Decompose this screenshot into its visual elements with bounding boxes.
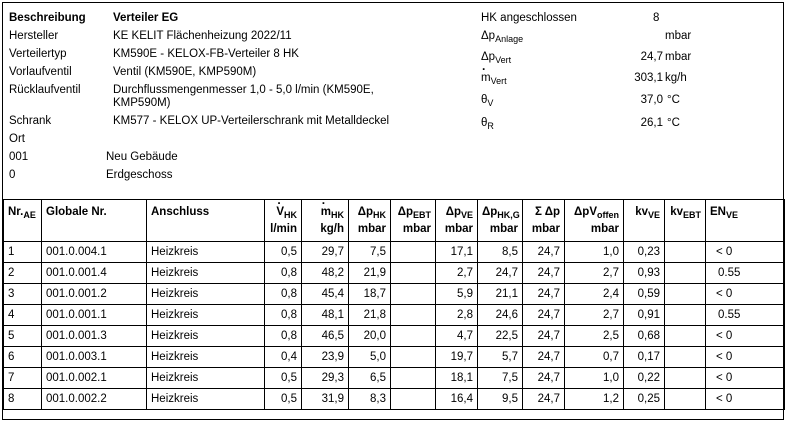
cell-dphkg: 24,6 <box>478 305 523 326</box>
ruecklaufventil-value-line2: KMP590M) <box>113 97 171 109</box>
table-row <box>4 389 785 410</box>
cell-enve: < 0 <box>706 326 785 347</box>
table-row <box>4 368 785 389</box>
cell-enve: < 0 <box>706 368 785 389</box>
col-anschluss-header: Anschluss <box>147 200 265 242</box>
cell-anschluss: Heizkreis <box>147 389 265 410</box>
hersteller-value: KE KELIT Flächenheizung 2022/11 <box>113 30 292 42</box>
cell-globale-nr: 001.0.001.1 <box>42 305 147 326</box>
m-vert-unit: kg/h <box>665 72 687 84</box>
cell-sumdp: 24,7 <box>523 368 565 389</box>
cell-dpebt <box>391 242 436 263</box>
m-vert-label: · $m_{Vert}$ <box>481 71 507 85</box>
cell-enve: < 0 <box>706 284 785 305</box>
cell-dpve: 4,7 <box>436 326 478 347</box>
hk-angeschlossen-label: HK angeschlossen <box>481 12 577 24</box>
cell-kvve: 0,59 <box>624 284 665 305</box>
cell-globale-nr: 001.0.003.1 <box>42 347 147 368</box>
cell-vhk: 0,5 <box>265 389 302 410</box>
cell-anschluss: Heizkreis <box>147 263 265 284</box>
cell-kvve: 0,17 <box>624 347 665 368</box>
cell-kvebt <box>665 242 706 263</box>
cell-dpv: 2,7 <box>565 305 624 326</box>
cell-kvebt <box>665 326 706 347</box>
ruecklaufventil-label: Rücklaufventil <box>9 84 81 96</box>
cell-kvebt <box>665 347 706 368</box>
hersteller-label: Hersteller <box>9 30 59 42</box>
col-dphkg-header: $\Delta p_{HK,G}$ mbar <box>478 200 523 242</box>
cell-mhk: 29,3 <box>302 368 349 389</box>
cell-dpebt <box>391 347 436 368</box>
cell-anschluss: Heizkreis <box>147 242 265 263</box>
cell-sumdp: 24,7 <box>523 263 565 284</box>
cell-mhk: 46,5 <box>302 326 349 347</box>
table-row <box>4 242 785 263</box>
cell-dphkg: 21,1 <box>478 284 523 305</box>
col-mhk-header: · $m_{HK}$ kg/h <box>302 200 349 242</box>
cell-sumdp: 24,7 <box>523 305 565 326</box>
dp-anlage-label: $\Delta p_{Anlage}$ <box>481 30 524 44</box>
col-vhk-header: · $V_{HK}$ l/min <box>265 200 302 242</box>
table-row <box>4 263 785 284</box>
cell-dphk: 5,0 <box>349 347 391 368</box>
cell-kvve: 0,91 <box>624 305 665 326</box>
cell-dphk: 20,0 <box>349 326 391 347</box>
hk-angeschlossen-value: 8 <box>653 12 660 24</box>
cell-enve: 0.55 <box>706 263 785 284</box>
cell-dpebt <box>391 326 436 347</box>
cell-globale-nr: 001.0.001.2 <box>42 284 147 305</box>
dp-anlage-unit: mbar <box>665 30 692 42</box>
cell-vhk: 0,8 <box>265 326 302 347</box>
cell-dphk: 18,7 <box>349 284 391 305</box>
cell-dphkg: 24,7 <box>478 263 523 284</box>
cell-mhk: 45,4 <box>302 284 349 305</box>
col-globale-header: Globale Nr. <box>42 200 147 242</box>
cell-dpv: 1,0 <box>565 242 624 263</box>
cell-enve: < 0 <box>706 389 785 410</box>
col-nr-header: $Nr._{AE}$ <box>4 200 42 242</box>
ort-code: 001 <box>9 151 29 163</box>
vorlaufventil-value: Ventil (KM590E, KMP590M) <box>113 66 257 78</box>
col-dpebt-header: $\Delta p_{EBT}$ mbar <box>391 200 436 242</box>
cell-globale-nr: 001.0.001.3 <box>42 326 147 347</box>
cell-globale-nr: 001.0.001.4 <box>42 263 147 284</box>
cell-dpve: 19,7 <box>436 347 478 368</box>
cell-vhk: 0,8 <box>265 305 302 326</box>
theta-v-label: $\theta_V$ <box>481 94 494 108</box>
cell-anschluss: Heizkreis <box>147 368 265 389</box>
heizkreis-table <box>3 199 785 410</box>
cell-globale-nr: 001.0.004.1 <box>42 242 147 263</box>
table-row <box>4 326 785 347</box>
cell-dphkg: 9,5 <box>478 389 523 410</box>
col-sumdp-header: Σ Δp mbar <box>523 200 565 242</box>
schrank-value: KM577 - KELOX UP-Verteilerschrank mit Metalldeckel <box>113 115 390 127</box>
col-enve-header: $EN_{VE}$ <box>706 200 785 242</box>
vorlaufventil-label: Vorlaufventil <box>9 66 72 78</box>
col-kvebt-header: $kv_{EBT}$ <box>665 200 706 242</box>
cell-nr: 5 <box>4 326 42 347</box>
table-row <box>4 284 785 305</box>
theta-r-unit: °C <box>667 117 680 129</box>
cell-sumdp: 24,7 <box>523 347 565 368</box>
cell-dpve: 2,7 <box>436 263 478 284</box>
cell-dphk: 7,5 <box>349 242 391 263</box>
verteilertyp-value: KM590E - KELOX-FB-Verteiler 8 HK <box>113 48 299 60</box>
cell-dpebt <box>391 284 436 305</box>
cell-dpv: 2,5 <box>565 326 624 347</box>
table-row <box>4 305 785 326</box>
dp-vert-unit: mbar <box>665 51 692 63</box>
verteilertyp-label: Verteilertyp <box>9 48 67 60</box>
theta-r-label: $\theta_R$ <box>481 117 494 131</box>
cell-dpebt <box>391 305 436 326</box>
cell-vhk: 0,4 <box>265 347 302 368</box>
cell-kvve: 0,23 <box>624 242 665 263</box>
cell-kvve: 0,22 <box>624 368 665 389</box>
cell-dpve: 5,9 <box>436 284 478 305</box>
cell-anschluss: Heizkreis <box>147 284 265 305</box>
col-dpve-header: $\Delta p_{VE}$ mbar <box>436 200 478 242</box>
cell-kvebt <box>665 368 706 389</box>
cell-mhk: 29,7 <box>302 242 349 263</box>
table-header-row <box>4 200 785 242</box>
cell-kvve: 0,93 <box>624 263 665 284</box>
cell-dpv: 1,2 <box>565 389 624 410</box>
cell-kvve: 0,68 <box>624 326 665 347</box>
cell-dpve: 18,1 <box>436 368 478 389</box>
col-kvve-header: $kv_{VE}$ <box>624 200 665 242</box>
ort-value: Neu Gebäude <box>106 151 178 163</box>
cell-kvebt <box>665 263 706 284</box>
cell-dphkg: 7,5 <box>478 368 523 389</box>
cell-dphk: 8,3 <box>349 389 391 410</box>
cell-kvebt <box>665 389 706 410</box>
cell-dpv: 1,0 <box>565 368 624 389</box>
table-row <box>4 347 785 368</box>
cell-sumdp: 24,7 <box>523 284 565 305</box>
cell-dphkg: 8,5 <box>478 242 523 263</box>
theta-v-unit: °C <box>667 94 680 106</box>
beschreibung-value: Verteiler EG <box>113 12 179 24</box>
cell-dpebt <box>391 263 436 284</box>
header-section <box>3 3 785 199</box>
cell-dpve: 2,8 <box>436 305 478 326</box>
cell-dpve: 17,1 <box>436 242 478 263</box>
cell-globale-nr: 001.0.002.2 <box>42 389 147 410</box>
document-frame <box>2 2 784 420</box>
cell-globale-nr: 001.0.002.1 <box>42 368 147 389</box>
cell-vhk: 0,8 <box>265 263 302 284</box>
theta-r-value: 26,1 <box>640 117 663 129</box>
cell-sumdp: 24,7 <box>523 326 565 347</box>
cell-nr: 1 <box>4 242 42 263</box>
cell-vhk: 0,5 <box>265 368 302 389</box>
cell-nr: 3 <box>4 284 42 305</box>
cell-dpve: 16,4 <box>436 389 478 410</box>
cell-nr: 4 <box>4 305 42 326</box>
dp-vert-label: $\Delta p_{Vert}$ <box>481 51 512 65</box>
cell-nr: 7 <box>4 368 42 389</box>
cell-vhk: 0,5 <box>265 242 302 263</box>
m-vert-value: 303,1 <box>634 72 663 84</box>
geschoss-value: Erdgeschoss <box>106 169 173 181</box>
cell-dpv: 2,7 <box>565 263 624 284</box>
col-dpv-header: ΔpV$_{offen}$ mbar <box>565 200 624 242</box>
cell-anschluss: Heizkreis <box>147 326 265 347</box>
cell-dpv: 0,7 <box>565 347 624 368</box>
cell-sumdp: 24,7 <box>523 242 565 263</box>
beschreibung-label: Beschreibung <box>9 12 86 24</box>
cell-dphkg: 5,7 <box>478 347 523 368</box>
cell-dpebt <box>391 368 436 389</box>
cell-enve: 0.55 <box>706 305 785 326</box>
cell-nr: 2 <box>4 263 42 284</box>
cell-anschluss: Heizkreis <box>147 305 265 326</box>
cell-mhk: 31,9 <box>302 389 349 410</box>
cell-kvve: 0,25 <box>624 389 665 410</box>
theta-v-value: 37,0 <box>640 94 663 106</box>
ruecklaufventil-value-line1: Durchflussmengenmesser 1,0 - 5,0 l/min (KM590E, <box>113 84 374 96</box>
cell-nr: 6 <box>4 347 42 368</box>
geschoss-code: 0 <box>9 169 16 181</box>
cell-dphk: 21,9 <box>349 263 391 284</box>
cell-vhk: 0,8 <box>265 284 302 305</box>
cell-enve: < 0 <box>706 347 785 368</box>
cell-kvebt <box>665 305 706 326</box>
cell-dphk: 21,8 <box>349 305 391 326</box>
cell-sumdp: 24,7 <box>523 389 565 410</box>
schrank-label: Schrank <box>9 115 52 127</box>
cell-mhk: 23,9 <box>302 347 349 368</box>
cell-kvebt <box>665 284 706 305</box>
cell-dphk: 6,5 <box>349 368 391 389</box>
cell-mhk: 48,1 <box>302 305 349 326</box>
cell-dpebt <box>391 389 436 410</box>
cell-anschluss: Heizkreis <box>147 347 265 368</box>
col-dphk-header: $\Delta p_{HK}$ mbar <box>349 200 391 242</box>
cell-dphkg: 22,5 <box>478 326 523 347</box>
cell-mhk: 48,2 <box>302 263 349 284</box>
cell-enve: < 0 <box>706 242 785 263</box>
cell-nr: 8 <box>4 389 42 410</box>
dp-vert-value: 24,7 <box>640 51 663 63</box>
cell-dpv: 2,4 <box>565 284 624 305</box>
ort-label: Ort <box>9 133 25 145</box>
